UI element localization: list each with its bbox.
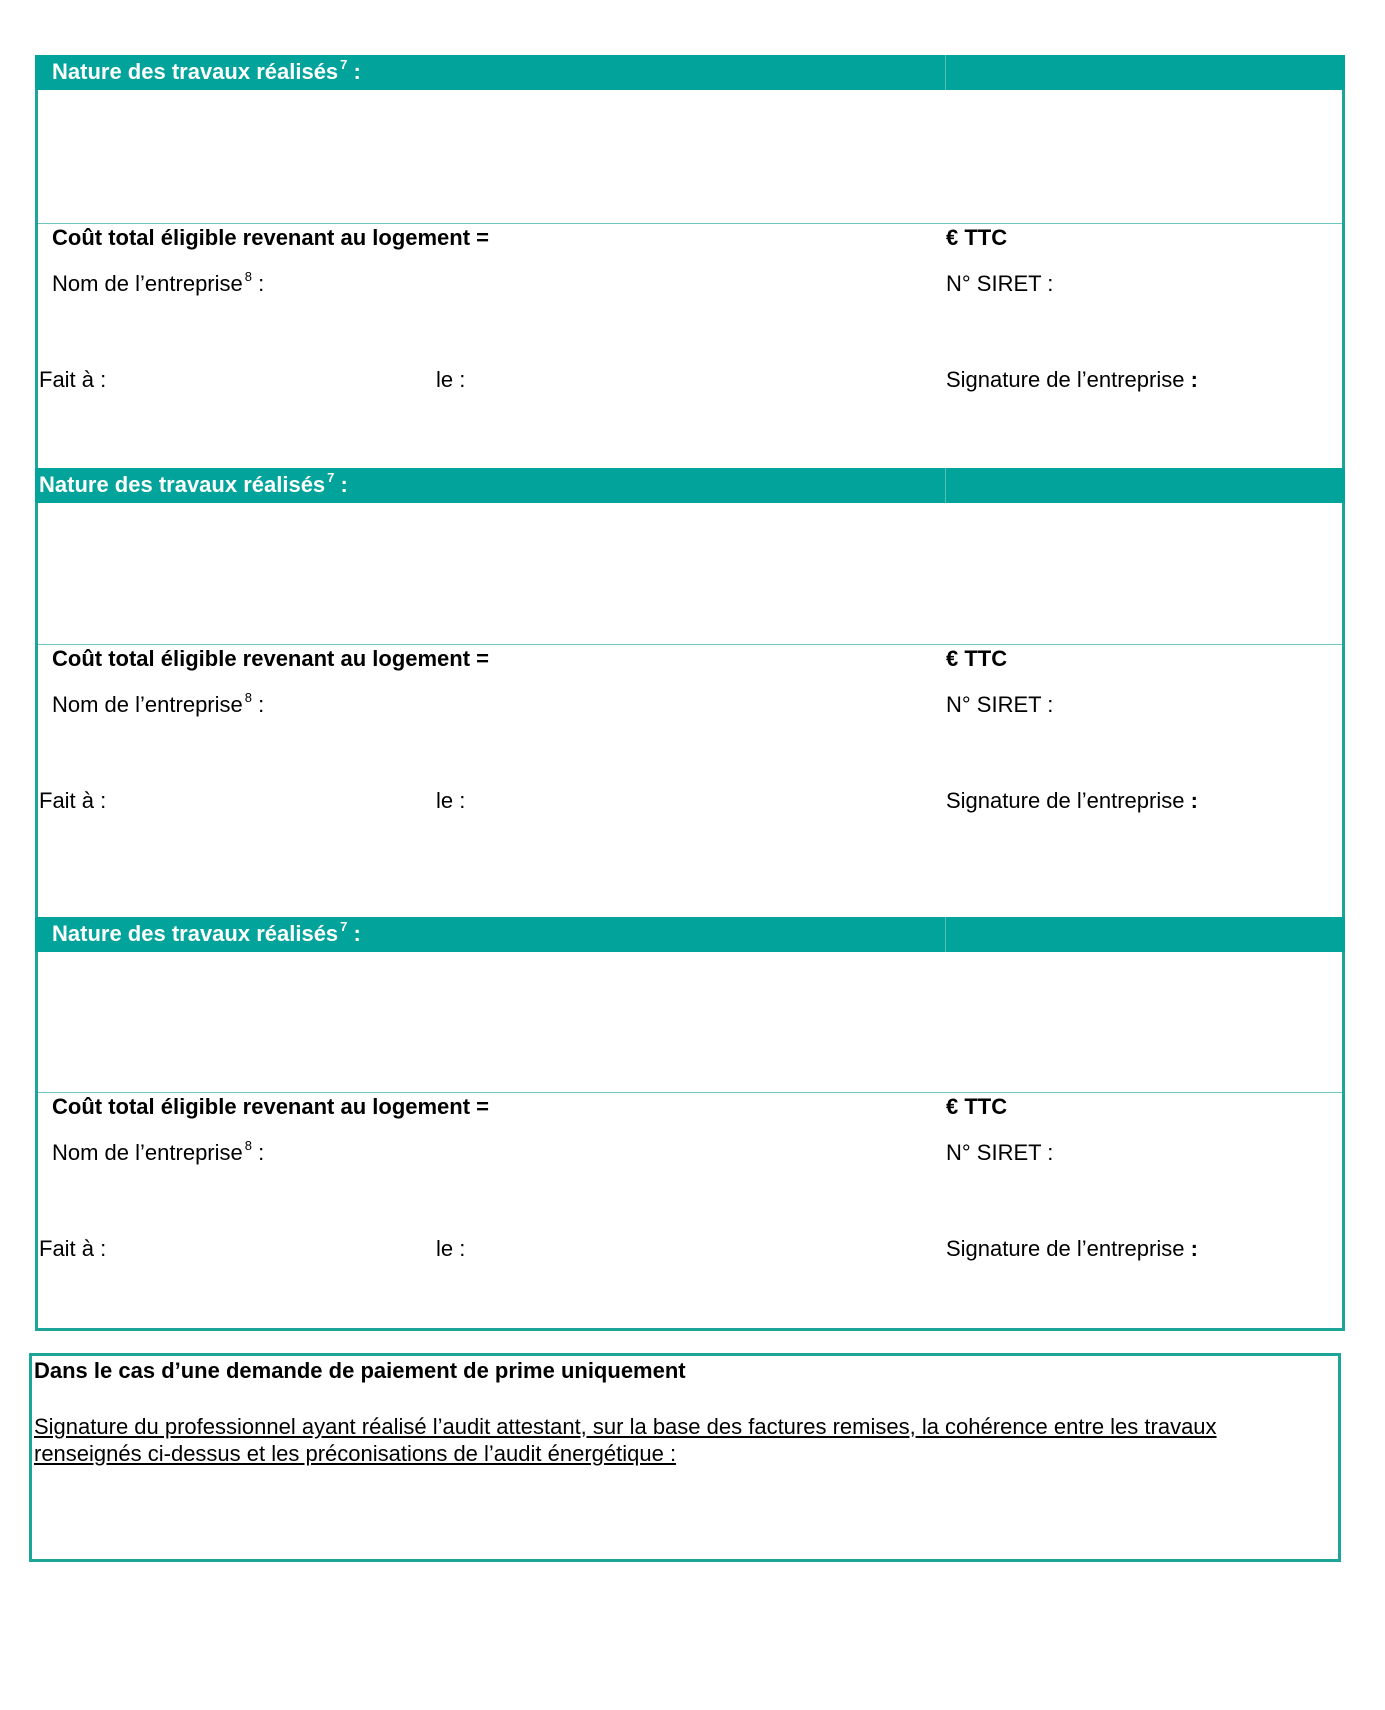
cost-label: Coût total éligible revenant au logement = (52, 225, 490, 250)
signature-label-text: Signature de l’entreprise (946, 1236, 1185, 1261)
date-label: le : (436, 1236, 466, 1261)
header-divider (945, 468, 946, 503)
currency-label: € TTC (946, 1094, 1008, 1119)
footnote-ref: 8 (244, 1138, 252, 1153)
prime-signature-text: Signature du professionnel ayant réalisé l’audit attestant, sur la base des factures remises, la cohérence entre les travaux renseignés ci-dessus et les préconisations de l’audit énergétique : (34, 1414, 1217, 1466)
signature-suffix: : (1184, 788, 1198, 813)
section-header-text (39, 472, 348, 498)
signature-label (946, 367, 1198, 393)
company-label (52, 692, 264, 718)
header-divider (945, 55, 946, 90)
section-header (35, 468, 1345, 503)
header-label: Nature des travaux réalisés (39, 472, 326, 497)
company-suffix: : (251, 692, 265, 717)
footnote-ref: 8 (244, 269, 252, 284)
separator (38, 1092, 1342, 1093)
header-divider (945, 917, 946, 952)
siret-label: N° SIRET : (946, 692, 1054, 717)
signature-label-text: Signature de l’entreprise (946, 788, 1185, 813)
signature-label (946, 1236, 1198, 1262)
company-label-text: Nom de l’entreprise (52, 1140, 243, 1165)
date-label: le : (436, 367, 466, 392)
place-label: Fait à : (39, 788, 107, 813)
works-form (35, 55, 1345, 1331)
footnote-ref: 7 (340, 919, 348, 934)
header-suffix: : (347, 921, 361, 946)
prime-title: Dans le cas d’une demande de paiement de prime uniquement (34, 1358, 686, 1383)
siret-label: N° SIRET : (946, 1140, 1054, 1165)
section-header (35, 917, 1345, 952)
company-label-text: Nom de l’entreprise (52, 271, 243, 296)
cost-label: Coût total éligible revenant au logement = (52, 1094, 490, 1119)
company-suffix: : (251, 1140, 265, 1165)
company-label (52, 1140, 264, 1166)
currency-label: € TTC (946, 646, 1008, 671)
header-suffix: : (334, 472, 348, 497)
place-label: Fait à : (39, 1236, 107, 1261)
section-header-text (52, 59, 361, 85)
separator (38, 644, 1342, 645)
separator (38, 223, 1342, 224)
section-header (35, 55, 1345, 90)
signature-label (946, 788, 1198, 814)
signature-suffix: : (1184, 1236, 1198, 1261)
company-label-text: Nom de l’entreprise (52, 692, 243, 717)
currency-label: € TTC (946, 225, 1008, 250)
place-label: Fait à : (39, 367, 107, 392)
header-label: Nature des travaux réalisés (52, 921, 339, 946)
signature-suffix: : (1184, 367, 1198, 392)
footnote-ref: 8 (244, 690, 252, 705)
siret-label: N° SIRET : (946, 271, 1054, 296)
header-label: Nature des travaux réalisés (52, 59, 339, 84)
date-label: le : (436, 788, 466, 813)
company-suffix: : (251, 271, 265, 296)
header-suffix: : (347, 59, 361, 84)
footnote-ref: 7 (340, 57, 348, 72)
cost-label: Coût total éligible revenant au logement = (52, 646, 490, 671)
section-header-text (52, 921, 361, 947)
signature-label-text: Signature de l’entreprise (946, 367, 1185, 392)
prime-payment-box (29, 1353, 1341, 1562)
footnote-ref: 7 (327, 470, 335, 485)
company-label (52, 271, 264, 297)
